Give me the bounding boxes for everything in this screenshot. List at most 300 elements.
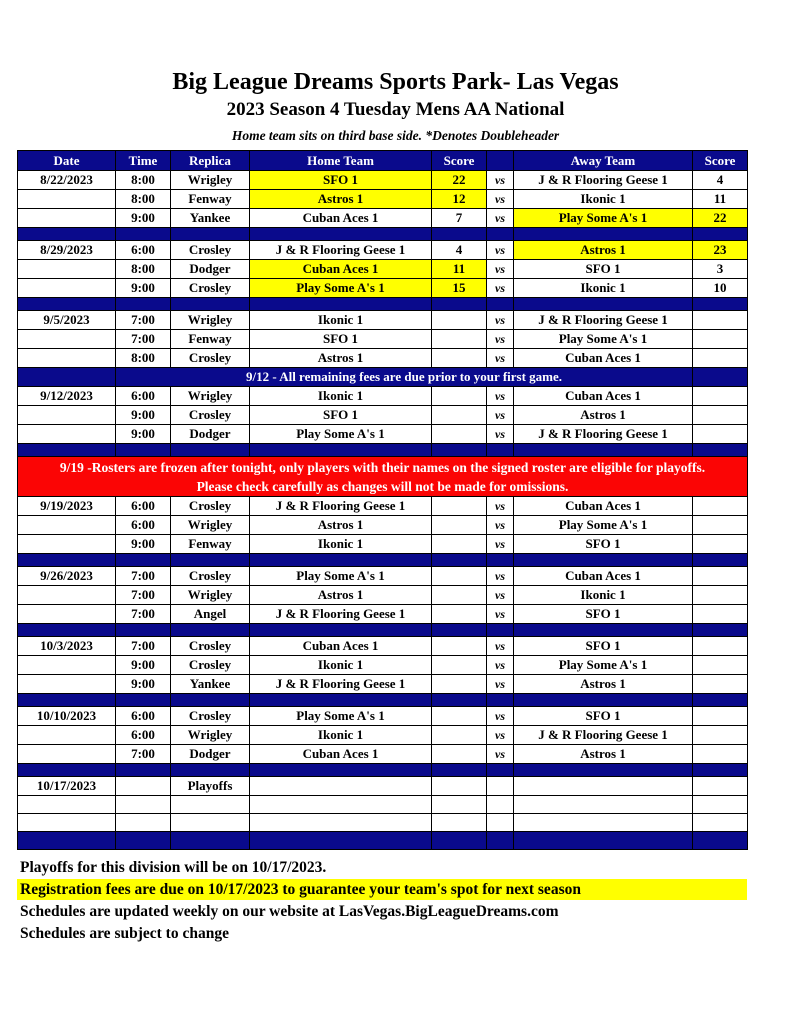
time-cell: 9:00 [116, 535, 171, 554]
away-team-cell: SFO 1 [514, 260, 693, 279]
away-score-cell [693, 637, 748, 656]
separator-cell [693, 228, 748, 241]
vs-label: vs [487, 637, 514, 656]
vs-label: vs [487, 330, 514, 349]
separator-cell [250, 554, 432, 567]
vs-label: vs [487, 209, 514, 228]
separator-row [18, 228, 748, 241]
replica-cell [171, 814, 250, 832]
home-score-cell [432, 637, 487, 656]
home-score-cell [432, 387, 487, 406]
time-cell: 7:00 [116, 605, 171, 624]
column-header-away-team: Away Team [514, 151, 693, 171]
time-cell: 7:00 [116, 637, 171, 656]
home-score-cell: 7 [432, 209, 487, 228]
banner-line: 9/19 -Rosters are frozen after tonight, only players with their names on the signed roster are eligible for playoffs. [59, 459, 706, 475]
banner-line: Please check carefully as changes will not be made for omissions. [196, 478, 569, 494]
separator-cell [18, 298, 116, 311]
replica-cell: Crosley [171, 241, 250, 260]
separator-cell [250, 694, 432, 707]
separator-cell [116, 764, 171, 777]
away-team-cell: Astros 1 [514, 745, 693, 764]
away-team-cell: Cuban Aces 1 [514, 387, 693, 406]
home-score-cell [432, 406, 487, 425]
separator-cell [514, 694, 693, 707]
separator-cell [18, 444, 116, 457]
home-score-cell [432, 425, 487, 444]
home-score-cell [432, 745, 487, 764]
table-header-row [18, 151, 748, 171]
date-cell [18, 796, 116, 814]
game-row [18, 745, 748, 764]
separator-cell [171, 444, 250, 457]
home-score-cell [432, 796, 487, 814]
date-cell [18, 675, 116, 694]
footer-playoffs-note: Playoffs for this division will be on 10/17/2023. [20, 859, 327, 876]
separator-cell [116, 694, 171, 707]
separator-cell [514, 624, 693, 637]
date-cell [18, 190, 116, 209]
separator-cell [18, 624, 116, 637]
date-cell [18, 605, 116, 624]
game-row [18, 567, 748, 586]
away-score-cell [693, 387, 748, 406]
home-team-cell: SFO 1 [250, 406, 432, 425]
game-row [18, 796, 748, 814]
separator-cell [250, 832, 432, 850]
date-cell: 9/26/2023 [18, 567, 116, 586]
separator-cell [250, 764, 432, 777]
column-header-time: Time [116, 151, 171, 171]
home-score-cell [432, 675, 487, 694]
note-score-cell [693, 368, 748, 387]
vs-label: vs [487, 745, 514, 764]
home-score-cell [432, 605, 487, 624]
vs-label: vs [487, 707, 514, 726]
time-cell: 9:00 [116, 656, 171, 675]
away-score-cell: 11 [693, 190, 748, 209]
note-row [18, 368, 748, 387]
column-header-date: Date [18, 151, 116, 171]
game-row [18, 726, 748, 745]
away-team-cell: Cuban Aces 1 [514, 567, 693, 586]
game-row [18, 406, 748, 425]
replica-cell [171, 796, 250, 814]
replica-cell: Wrigley [171, 586, 250, 605]
away-score-cell [693, 726, 748, 745]
game-row [18, 387, 748, 406]
separator-cell [432, 764, 487, 777]
home-team-cell: Ikonic 1 [250, 726, 432, 745]
away-score-cell: 23 [693, 241, 748, 260]
time-cell: 9:00 [116, 406, 171, 425]
note-text: 9/12 - All remaining fees are due prior to your first game. [116, 368, 693, 387]
game-row [18, 535, 748, 554]
separator-cell [116, 832, 171, 850]
roster-freeze-banner [18, 457, 748, 497]
game-row [18, 241, 748, 260]
vs-label: vs [487, 586, 514, 605]
game-row [18, 349, 748, 368]
date-cell [18, 586, 116, 605]
replica-cell: Fenway [171, 190, 250, 209]
separator-cell [693, 694, 748, 707]
time-cell: 7:00 [116, 567, 171, 586]
game-row [18, 190, 748, 209]
home-team-cell: J & R Flooring Geese 1 [250, 241, 432, 260]
home-team-cell: Astros 1 [250, 516, 432, 535]
away-score-cell [693, 814, 748, 832]
home-team-cell [250, 814, 432, 832]
away-team-cell: Play Some A's 1 [514, 656, 693, 675]
footer-website-note: Schedules are updated weekly on our website at LasVegas.BigLeagueDreams.com [20, 903, 559, 920]
separator-cell [487, 444, 514, 457]
separator-cell [18, 694, 116, 707]
date-cell: 8/29/2023 [18, 241, 116, 260]
vs-label: vs [487, 406, 514, 425]
replica-cell: Crosley [171, 406, 250, 425]
away-score-cell [693, 349, 748, 368]
separator-cell [432, 228, 487, 241]
separator-row [18, 832, 748, 850]
home-team-cell: J & R Flooring Geese 1 [250, 497, 432, 516]
home-team-cell [250, 796, 432, 814]
time-cell: 9:00 [116, 209, 171, 228]
date-cell: 8/22/2023 [18, 171, 116, 190]
away-team-cell: J & R Flooring Geese 1 [514, 171, 693, 190]
time-cell: 6:00 [116, 497, 171, 516]
separator-row [18, 444, 748, 457]
vs-label: vs [487, 516, 514, 535]
home-team-cell [250, 777, 432, 796]
away-score-cell: 10 [693, 279, 748, 298]
home-team-note: Home team sits on third base side. *Denotes Doubleheader [231, 128, 560, 143]
replica-cell: Dodger [171, 260, 250, 279]
time-cell [116, 796, 171, 814]
home-team-cell: Cuban Aces 1 [250, 637, 432, 656]
vs-label: vs [487, 675, 514, 694]
home-score-cell [432, 726, 487, 745]
home-score-cell [432, 330, 487, 349]
home-score-cell [432, 707, 487, 726]
separator-cell [487, 298, 514, 311]
column-header-home-score: Score [432, 151, 487, 171]
vs-label: vs [487, 349, 514, 368]
vs-label: vs [487, 535, 514, 554]
vs-label: vs [487, 726, 514, 745]
date-cell [18, 279, 116, 298]
home-team-cell: Cuban Aces 1 [250, 745, 432, 764]
separator-cell [487, 554, 514, 567]
home-score-cell [432, 586, 487, 605]
away-team-cell: Play Some A's 1 [514, 516, 693, 535]
column-header-vs [487, 151, 514, 171]
away-score-cell [693, 796, 748, 814]
vs-label: vs [487, 190, 514, 209]
home-score-cell: 12 [432, 190, 487, 209]
separator-cell [171, 624, 250, 637]
away-score-cell [693, 605, 748, 624]
time-cell: 7:00 [116, 330, 171, 349]
vs-label: vs [487, 279, 514, 298]
separator-cell [487, 832, 514, 850]
vs-label: vs [487, 171, 514, 190]
replica-cell: Wrigley [171, 516, 250, 535]
home-score-cell: 15 [432, 279, 487, 298]
away-score-cell [693, 406, 748, 425]
date-cell: 10/10/2023 [18, 707, 116, 726]
away-team-cell: J & R Flooring Geese 1 [514, 311, 693, 330]
time-cell: 6:00 [116, 387, 171, 406]
home-score-cell [432, 656, 487, 675]
vs-label: vs [487, 425, 514, 444]
separator-cell [693, 444, 748, 457]
replica-cell: Crosley [171, 567, 250, 586]
separator-cell [693, 298, 748, 311]
game-row [18, 777, 748, 796]
game-row [18, 279, 748, 298]
separator-cell [116, 298, 171, 311]
vs-label [487, 777, 514, 796]
replica-cell: Crosley [171, 497, 250, 516]
game-row [18, 425, 748, 444]
replica-cell: Angel [171, 605, 250, 624]
home-team-cell: Ikonic 1 [250, 311, 432, 330]
column-header-away-score: Score [693, 151, 748, 171]
home-team-cell: Play Some A's 1 [250, 707, 432, 726]
away-team-cell: Ikonic 1 [514, 190, 693, 209]
separator-cell [514, 228, 693, 241]
game-row [18, 586, 748, 605]
replica-cell: Dodger [171, 425, 250, 444]
home-team-cell: Astros 1 [250, 349, 432, 368]
separator-row [18, 764, 748, 777]
separator-cell [18, 228, 116, 241]
separator-row [18, 694, 748, 707]
game-row [18, 516, 748, 535]
game-row [18, 171, 748, 190]
separator-cell [487, 764, 514, 777]
replica-cell: Wrigley [171, 726, 250, 745]
replica-cell: Crosley [171, 279, 250, 298]
separator-cell [116, 554, 171, 567]
game-row [18, 605, 748, 624]
away-score-cell [693, 311, 748, 330]
replica-cell: Crosley [171, 656, 250, 675]
separator-cell [514, 832, 693, 850]
away-team-cell: SFO 1 [514, 707, 693, 726]
away-score-cell: 22 [693, 209, 748, 228]
vs-label: vs [487, 605, 514, 624]
separator-cell [487, 624, 514, 637]
separator-cell [171, 554, 250, 567]
separator-cell [693, 624, 748, 637]
time-cell: 9:00 [116, 279, 171, 298]
date-cell [18, 349, 116, 368]
date-cell: 9/19/2023 [18, 497, 116, 516]
replica-cell: Wrigley [171, 171, 250, 190]
away-team-cell [514, 814, 693, 832]
separator-cell [250, 444, 432, 457]
separator-cell [171, 694, 250, 707]
separator-cell [514, 298, 693, 311]
home-team-cell: Ikonic 1 [250, 387, 432, 406]
away-team-cell: SFO 1 [514, 535, 693, 554]
date-cell: 10/3/2023 [18, 637, 116, 656]
away-score-cell [693, 586, 748, 605]
home-team-cell: SFO 1 [250, 171, 432, 190]
date-cell [18, 516, 116, 535]
date-cell: 9/12/2023 [18, 387, 116, 406]
footer-change-note: Schedules are subject to change [20, 925, 229, 942]
separator-cell [514, 554, 693, 567]
home-score-cell [432, 349, 487, 368]
season-subtitle: 2023 Season 4 Tuesday Mens AA National [226, 99, 565, 120]
column-header-home-team: Home Team [250, 151, 432, 171]
away-score-cell [693, 516, 748, 535]
separator-cell [116, 444, 171, 457]
replica-cell: Yankee [171, 675, 250, 694]
separator-cell [432, 624, 487, 637]
game-row [18, 209, 748, 228]
page-title: Big League Dreams Sports Park- Las Vegas [172, 69, 619, 95]
home-team-cell: Play Some A's 1 [250, 425, 432, 444]
schedule-table [17, 150, 748, 850]
time-cell: 6:00 [116, 516, 171, 535]
game-row [18, 675, 748, 694]
time-cell: 8:00 [116, 260, 171, 279]
replica-cell: Wrigley [171, 387, 250, 406]
date-cell [18, 260, 116, 279]
away-team-cell: Ikonic 1 [514, 279, 693, 298]
away-team-cell: J & R Flooring Geese 1 [514, 726, 693, 745]
away-score-cell [693, 567, 748, 586]
replica-cell: Crosley [171, 637, 250, 656]
away-score-cell [693, 675, 748, 694]
time-cell: 8:00 [116, 349, 171, 368]
away-team-cell: J & R Flooring Geese 1 [514, 425, 693, 444]
separator-cell [18, 832, 116, 850]
time-cell: 6:00 [116, 707, 171, 726]
game-row [18, 497, 748, 516]
date-cell: 9/5/2023 [18, 311, 116, 330]
home-team-cell: Cuban Aces 1 [250, 260, 432, 279]
home-team-cell: SFO 1 [250, 330, 432, 349]
game-row [18, 637, 748, 656]
away-team-cell: Play Some A's 1 [514, 209, 693, 228]
away-team-cell: Astros 1 [514, 406, 693, 425]
vs-label [487, 796, 514, 814]
vs-label: vs [487, 656, 514, 675]
time-cell: 9:00 [116, 675, 171, 694]
date-cell [18, 209, 116, 228]
home-score-cell [432, 516, 487, 535]
away-score-cell [693, 425, 748, 444]
home-team-cell: Astros 1 [250, 190, 432, 209]
date-cell [18, 425, 116, 444]
game-row [18, 814, 748, 832]
separator-cell [693, 554, 748, 567]
away-team-cell: Play Some A's 1 [514, 330, 693, 349]
separator-cell [432, 694, 487, 707]
time-cell: 6:00 [116, 726, 171, 745]
vs-label: vs [487, 497, 514, 516]
footer-registration-note: Registration fees are due on 10/17/2023 to guarantee your team's spot for next season [17, 879, 747, 900]
home-score-cell: 22 [432, 171, 487, 190]
separator-cell [171, 298, 250, 311]
separator-cell [487, 694, 514, 707]
time-cell [116, 814, 171, 832]
date-cell [18, 814, 116, 832]
separator-cell [693, 832, 748, 850]
separator-cell [18, 764, 116, 777]
vs-label [487, 814, 514, 832]
away-score-cell [693, 745, 748, 764]
separator-cell [432, 554, 487, 567]
replica-cell: Fenway [171, 330, 250, 349]
separator-cell [487, 228, 514, 241]
home-team-cell: Play Some A's 1 [250, 279, 432, 298]
game-row [18, 311, 748, 330]
away-team-cell: SFO 1 [514, 637, 693, 656]
replica-cell: Crosley [171, 707, 250, 726]
home-score-cell: 11 [432, 260, 487, 279]
separator-cell [514, 444, 693, 457]
away-team-cell: Astros 1 [514, 241, 693, 260]
date-cell [18, 330, 116, 349]
time-cell: 7:00 [116, 745, 171, 764]
home-team-cell: Astros 1 [250, 586, 432, 605]
home-team-cell: Ikonic 1 [250, 656, 432, 675]
home-score-cell [432, 814, 487, 832]
separator-row [18, 298, 748, 311]
home-score-cell [432, 497, 487, 516]
home-score-cell: 4 [432, 241, 487, 260]
separator-cell [432, 444, 487, 457]
away-score-cell [693, 707, 748, 726]
separator-cell [432, 298, 487, 311]
separator-cell [171, 228, 250, 241]
away-score-cell [693, 535, 748, 554]
home-score-cell [432, 535, 487, 554]
home-score-cell [432, 311, 487, 330]
separator-cell [171, 832, 250, 850]
home-team-cell: Ikonic 1 [250, 535, 432, 554]
vs-label: vs [487, 387, 514, 406]
date-cell [18, 535, 116, 554]
time-cell: 8:00 [116, 171, 171, 190]
away-team-cell: Cuban Aces 1 [514, 349, 693, 368]
separator-cell [116, 624, 171, 637]
away-score-cell: 3 [693, 260, 748, 279]
replica-cell: Fenway [171, 535, 250, 554]
replica-cell: Playoffs [171, 777, 250, 796]
away-score-cell: 4 [693, 171, 748, 190]
vs-label: vs [487, 260, 514, 279]
separator-cell [116, 228, 171, 241]
game-row [18, 656, 748, 675]
separator-cell [18, 554, 116, 567]
replica-cell: Dodger [171, 745, 250, 764]
separator-row [18, 554, 748, 567]
away-score-cell [693, 656, 748, 675]
home-team-cell: Cuban Aces 1 [250, 209, 432, 228]
game-row [18, 260, 748, 279]
time-cell [116, 777, 171, 796]
separator-cell [250, 298, 432, 311]
vs-label: vs [487, 311, 514, 330]
replica-cell: Wrigley [171, 311, 250, 330]
